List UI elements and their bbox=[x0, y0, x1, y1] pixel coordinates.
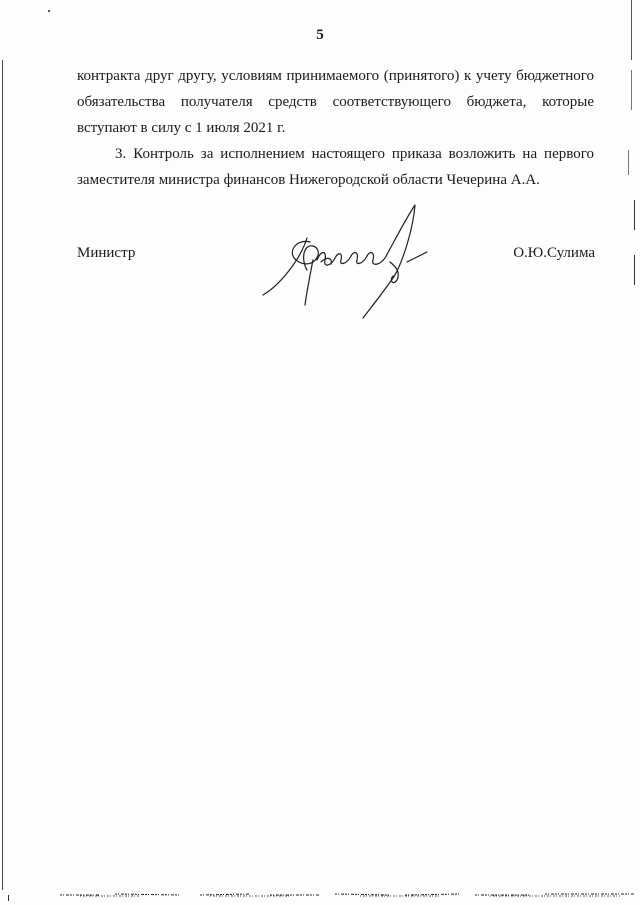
scan-edge-mark bbox=[8, 895, 9, 901]
scan-edge-mark bbox=[634, 255, 635, 285]
text-line: контракта друг другу, условиям принимаемого (принятого) к учету бюджетного bbox=[77, 68, 594, 84]
text-line: вступают в силу с 1 июля 2021 г. bbox=[77, 120, 286, 136]
scan-noise-band bbox=[60, 891, 635, 897]
scan-edge-mark bbox=[631, 70, 632, 110]
text-line: заместителя министра финансов Нижегородской области Чечерина А.А. bbox=[77, 172, 540, 188]
signatory-title: Министр bbox=[77, 245, 136, 261]
scan-edge-mark bbox=[634, 200, 635, 230]
scan-edge-mark bbox=[628, 150, 629, 175]
paragraph-2 bbox=[77, 141, 594, 193]
paragraph-1 bbox=[77, 63, 594, 141]
signatory-name: О.Ю.Сулима bbox=[513, 245, 595, 261]
text-line: 3. Контроль за исполнением настоящего приказа возложить на первого bbox=[115, 146, 594, 162]
text-line: обязательства получателя средств соответствующего бюджета, которые bbox=[77, 94, 594, 110]
scan-edge-mark bbox=[48, 10, 50, 12]
page-number: 5 bbox=[316, 27, 324, 43]
handwritten-signature bbox=[255, 200, 435, 320]
scan-edge-mark bbox=[2, 60, 3, 890]
